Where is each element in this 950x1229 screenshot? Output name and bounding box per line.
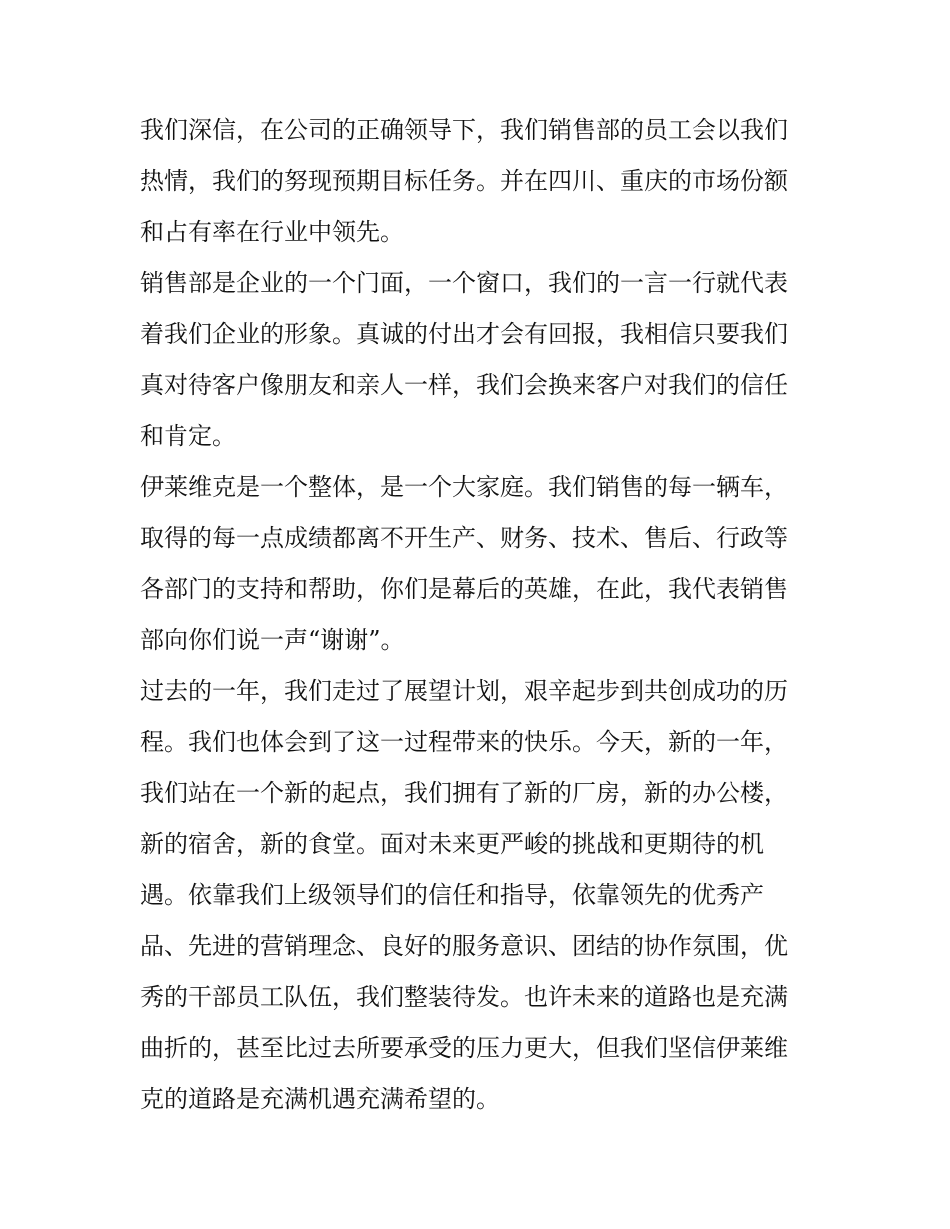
text-line: 曲折的，甚至比过去所要承受的压力更大，但我们坚信伊莱维 [140, 1034, 788, 1062]
text-line: 品、先进的营销理念、良好的服务意识、团结的协作氛围，优 [140, 932, 788, 960]
document-body [140, 105, 820, 1125]
text-line: 销售部是企业的一个门面，一个窗口，我们的一言一行就代表 [140, 269, 788, 297]
text-line: 秀的干部员工队伍，我们整装待发。也许未来的道路也是充满 [140, 983, 788, 1011]
text-line: 热情，我们的努现预期目标任务。并在四川、重庆的市场份额 [140, 167, 788, 195]
text-line: 过去的一年，我们走过了展望计划，艰辛起步到共创成功的历 [140, 677, 788, 705]
text-line: 着我们企业的形象。真诚的付出才会有回报，我相信只要我们 [140, 320, 788, 348]
text-line: 伊莱维克是一个整体，是一个大家庭。我们销售的每一辆车， [140, 473, 788, 501]
text-line: 和肯定。 [140, 422, 236, 450]
text-line: 我们深信，在公司的正确领导下，我们销售部的员工会以我们 [140, 116, 788, 144]
text-line: 程。我们也体会到了这一过程带来的快乐。今天，新的一年， [140, 728, 788, 756]
text-line: 我们站在一个新的起点，我们拥有了新的厂房，新的办公楼， [140, 779, 788, 807]
text-line: 各部门的支持和帮助，你们是幕后的英雄，在此，我代表销售 [140, 575, 788, 603]
text-line: 遇。依靠我们上级领导们的信任和指导，依靠领先的优秀产 [140, 881, 764, 909]
text-line: 取得的每一点成绩都离不开生产、财务、技术、售后、行政等 [140, 524, 788, 552]
text-line: 和占有率在行业中领先。 [140, 218, 404, 246]
text-line: 部向你们说一声“谢谢”。 [140, 626, 405, 654]
text-line: 真对待客户像朋友和亲人一样，我们会换来客户对我们的信任 [140, 371, 788, 399]
text-line: 新的宿舍，新的食堂。面对未来更严峻的挑战和更期待的机 [140, 830, 764, 858]
text-line: 克的道路是充满机遇充满希望的。 [140, 1085, 500, 1113]
